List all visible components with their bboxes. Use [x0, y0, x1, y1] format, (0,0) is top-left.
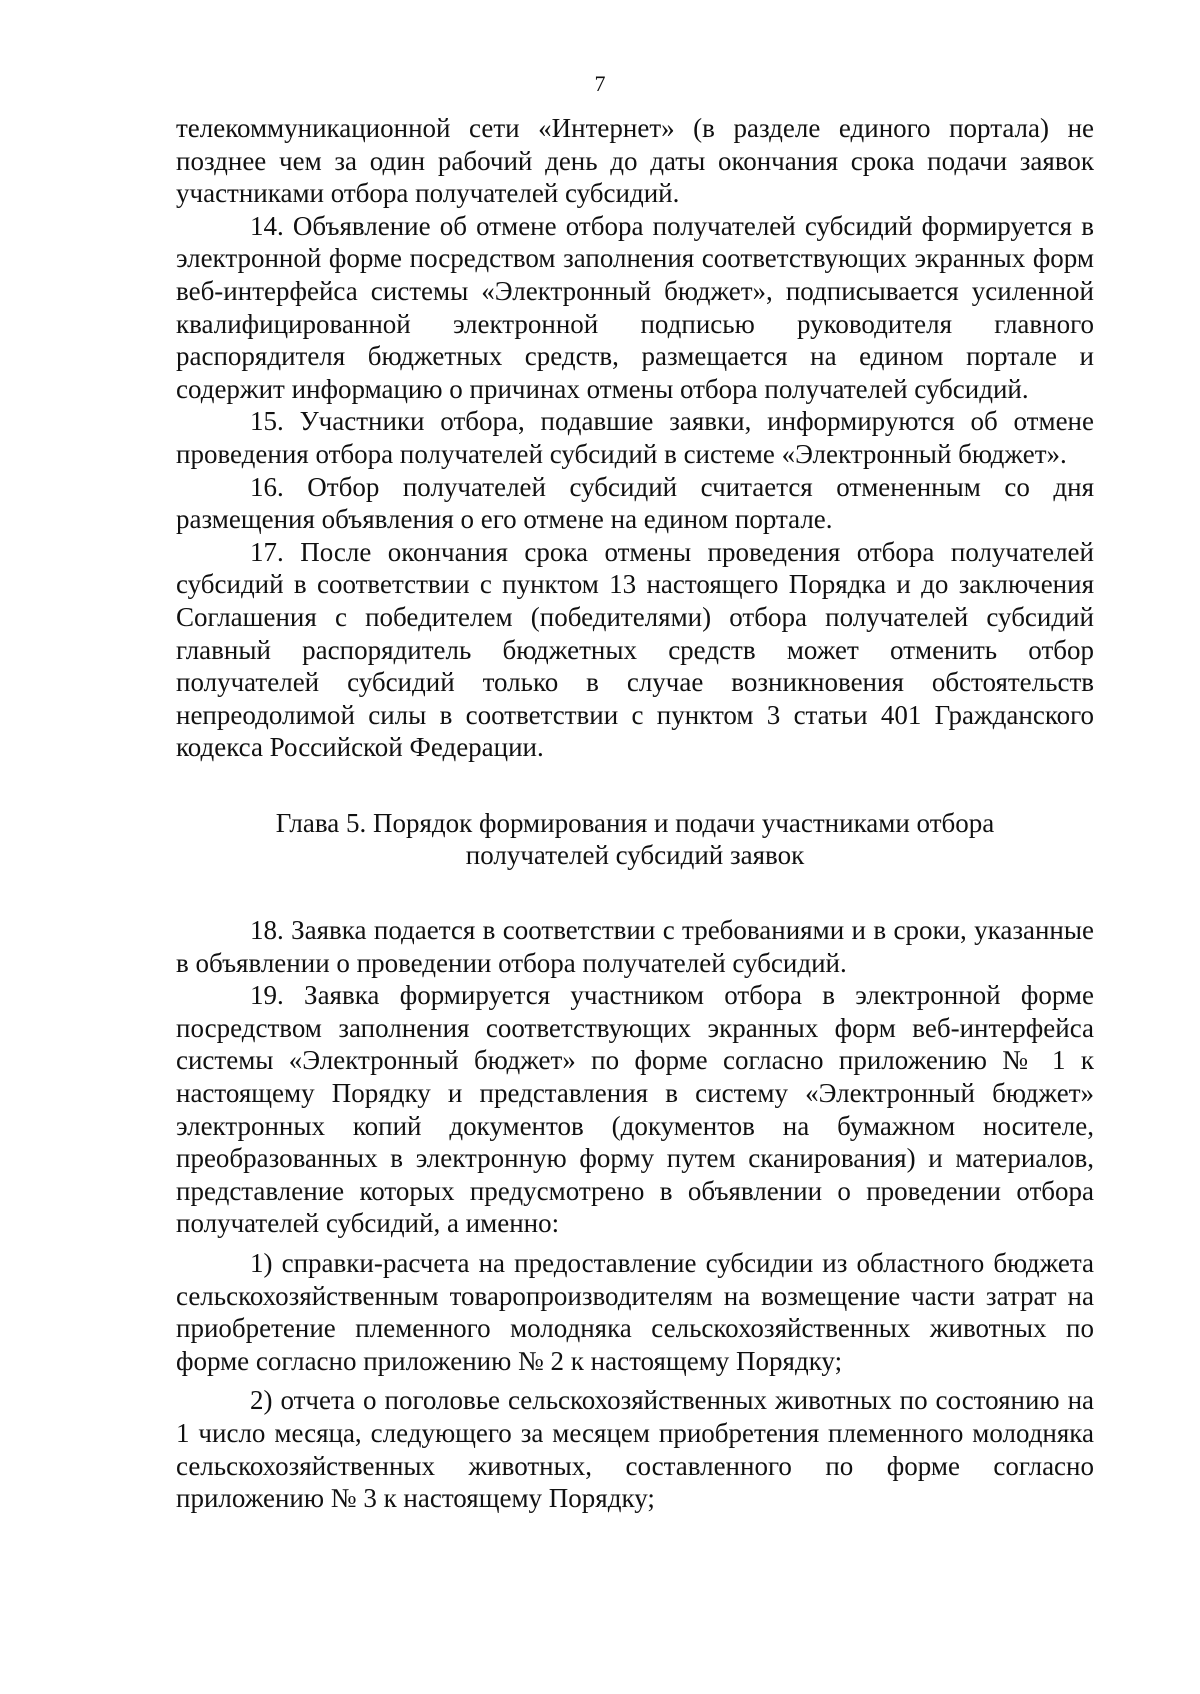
list-item-1: 1) справки-расчета на предоставление субсидии из областного бюджета сельскохозяйственным товаропроизводителям на возмещение части затрат на приобретение племенного молодняка сельскохозяйственных животных по форме согласно приложению № 2 к настоящему Порядку;	[176, 1248, 1094, 1376]
paragraph-19: 19. Заявка формируется участником отбора в электронной форме посредством заполнения соответствующих экранных форм веб-интерфейса системы «Электронный бюджет» по форме согласно приложению № 1 к настоящему Порядку и представления в систему «Электронный бюджет» электронных копий документов (документов на бумажном носителе, преобразованных в электронную форму путем сканирования) и материалов, представление которых предусмотрено в объявлении о проведении отбора получателей субсидий, а именно:	[176, 980, 1094, 1239]
paragraph-continuation: телекоммуникационной сети «Интернет» (в разделе единого портала) не позднее чем за один рабочий день до даты окончания срока подачи заявок участниками отбора получателей субсидий.	[176, 113, 1094, 209]
paragraph-16: 16. Отбор получателей субсидий считается отмененным со дня размещения объявления о его отмене на едином портале.	[176, 471, 1094, 535]
paragraph-15: 15. Участники отбора, подавшие заявки, информируются об отмене проведения отбора получателей субсидий в системе «Электронный бюджет».	[176, 406, 1094, 469]
chapter-heading-line-1: Глава 5. Порядок формирования и подачи участниками отбора	[275, 807, 995, 838]
paragraph-14: 14. Объявление об отмене отбора получателей субсидий формируется в электронной форме посредством заполнения соответствующих экранных форм веб-интерфейса системы «Электронный бюджет», подписывается усиленной квалифицированной электронной подписью руководителя главного распорядителя бюджетных средств, размещается на едином портале и содержит информацию о причинах отмены отбора получателей субсидий.	[176, 210, 1094, 404]
document-body	[176, 112, 1094, 1515]
chapter-heading	[206, 807, 1064, 872]
paragraph-18: 18. Заявка подается в соответствии с требованиями и в сроки, указанные в объявлении о проведении отбора получателей субсидий.	[176, 915, 1094, 978]
list-item-2: 2) отчета о поголовье сельскохозяйственных животных по состоянию на 1 число месяца, следующего за месяцем приобретения племенного молодняка сельскохозяйственных животных, составленного по форме согласно приложению № 3 к настоящему Порядку;	[176, 1385, 1094, 1514]
page-number: 7	[594, 71, 606, 96]
paragraph-17: 17. После окончания срока отмены проведения отбора получателей субсидий в соответствии с пунктом 13 настоящего Порядка и до заключения Соглашения с победителем (победителями) отбора получателей субсидий главный распорядитель бюджетных средств может отменить отбор получателей субсидий только в случае возникновения обстоятельств непреодолимой силы в соответствии с пунктом 3 статьи 401 Гражданского кодекса Российской Федерации.	[176, 536, 1094, 763]
chapter-heading-line-2: получателей субсидий заявок	[465, 840, 805, 871]
